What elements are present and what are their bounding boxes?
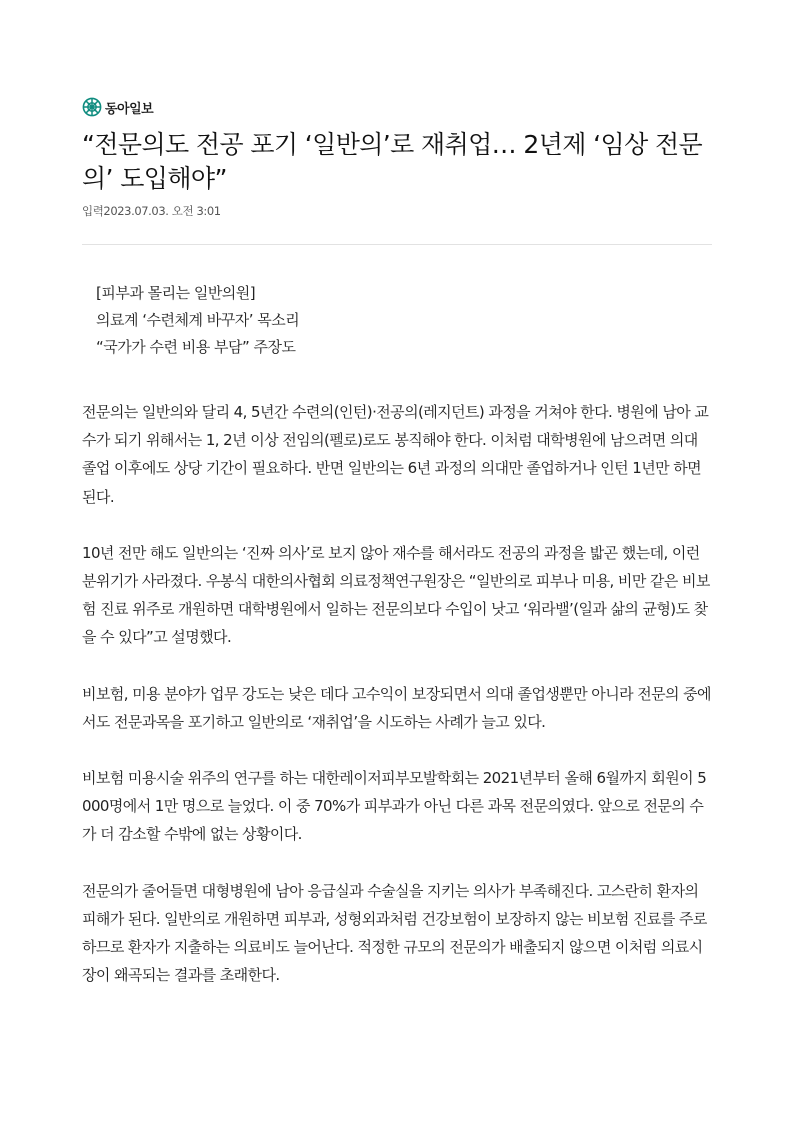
body-paragraph: 전문의는 일반의와 달리 4, 5년간 수련의(인턴)·전공의(레지던트) 과정을 거쳐야 한다. 병원에 남아 교수가 되기 위해서는 1, 2년 이상 전임의(펠로)로도 봉직해야 한다. 이처럼 대학병원에 남으려면 의대 졸업 이후에도 상당 기간이 필요하다. 반면 일반의는 6년 과정의 의대만 졸업하거나 인턴 1년만 하면 된다.	[82, 403, 709, 506]
subheading: “국가가 수련 비용 부담” 주장도	[96, 338, 296, 356]
subheading: [피부과 몰리는 일반의원]	[96, 284, 256, 302]
article-headline: “전문의도 전공 포기 ‘일반의’로 재취업… 2년제 ‘임상 전문의’ 도입해야”	[82, 130, 703, 193]
body-paragraph: 비보험 미용시술 위주의 연구를 하는 대한레이저피부모발학회는 2021년부터 올해 6월까지 회원이 5000명에서 1만 명으로 늘었다. 이 중 70%가 피부과가 아닌 다른 과목 전문의였다. 앞으로 전문의 수가 더 감소할 수밖에 없는 상황이다.	[82, 769, 707, 844]
article-body	[82, 398, 712, 1017]
header-divider	[82, 244, 712, 245]
article-dateline: 입력2023.07.03. 오전 3:01	[82, 204, 221, 218]
body-paragraph: 전문의가 줄어들면 대형병원에 남아 응급실과 수술실을 지키는 의사가 부족해진다. 고스란히 환자의 피해가 된다. 일반의로 개원하면 피부과, 성형외과처럼 건강보험이 보장하지 않는 비보험 진료를 주로 하므로 환자가 지출하는 의료비도 늘어난다. 적정한 규모의 전문의가 배출되지 않으면 이처럼 의료시장이 왜곡되는 결과를 초래한다.	[82, 881, 707, 985]
dong-a-emblem-icon	[82, 97, 102, 117]
article-subheadings	[96, 280, 299, 361]
brand-name: 동아일보	[105, 101, 154, 117]
subheading: 의료계 ‘수련체계 바꾸자’ 목소리	[96, 311, 300, 329]
body-paragraph: 비보험, 미용 분야가 업무 강도는 낮은 데다 고수익이 보장되면서 의대 졸업생뿐만 아니라 전문의 중에서도 전문과목을 포기하고 일반의로 ‘재취업’을 시도하는 사례가 늘고 있다.	[82, 684, 711, 731]
brand-logo[interactable]	[82, 97, 153, 117]
body-paragraph: 10년 전만 해도 일반의는 ‘진짜 의사’로 보지 않아 재수를 해서라도 전공의 과정을 밟곤 했는데, 이런 분위기가 사라졌다. 우봉식 대한의사협회 의료정책연구원장은 “일반의로 피부나 미용, 비만 같은 비보험 진료 위주로 개원하면 대학병원에서 일하는 전문의보다 수입이 낫고 ‘워라밸’(일과 삶의 균형)도 찾을 수 있다”고 설명했다.	[82, 543, 710, 647]
